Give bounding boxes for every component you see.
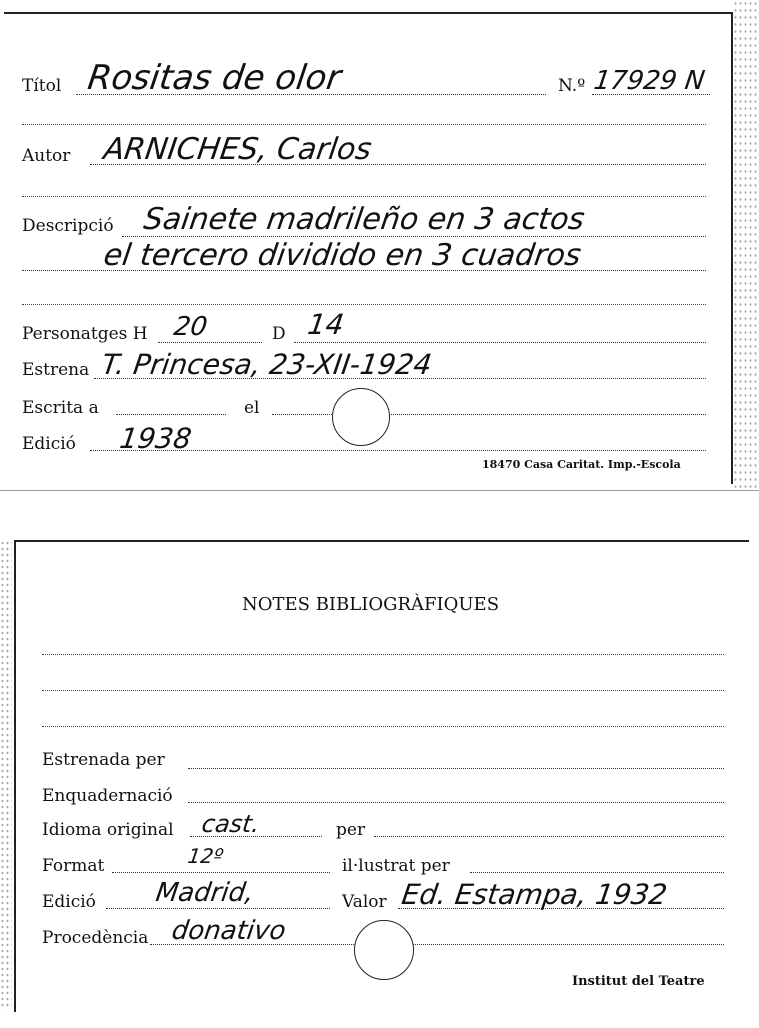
- valor-value: Ed. Estampa, 1932: [399, 878, 670, 911]
- el-label: el: [244, 398, 260, 418]
- blank-rule: [22, 196, 706, 197]
- number-label: N.º: [558, 76, 586, 96]
- blank-rule: [42, 690, 724, 691]
- personatges-d-label: D: [272, 324, 286, 344]
- illustrat-line: [470, 872, 724, 873]
- enquadernacio-label: Enquadernació: [42, 786, 173, 806]
- scan-noise-left: [0, 540, 12, 1010]
- edicio-back-line: [106, 908, 330, 909]
- printer-imprint: 18470 Casa Caritat. Imp.-Escola: [482, 458, 681, 471]
- number-value: 17929 N: [591, 66, 707, 96]
- estrena-value: T. Princesa, 23-XII-1924: [99, 348, 434, 381]
- autor-label: Autor: [22, 146, 71, 166]
- format-value: 12º: [186, 844, 225, 868]
- notes-title: NOTES BIBLIOGRÀFIQUES: [242, 594, 500, 615]
- catalog-card-front: [4, 12, 733, 484]
- scan-noise-right: [733, 0, 759, 490]
- titol-label: Títol: [22, 76, 62, 96]
- edicio-back-label: Edició: [42, 892, 96, 912]
- personatges-d-line: [294, 342, 706, 343]
- per-label: per: [336, 820, 366, 840]
- valor-label: Valor: [342, 892, 387, 912]
- format-line: [112, 872, 330, 873]
- personatges-label: Personatges H: [22, 324, 148, 344]
- estrena-label: Estrena: [22, 360, 90, 380]
- catalog-card-back: [14, 540, 749, 1012]
- descripcio-value-2: el tercero dividido en 3 cuadros: [101, 238, 584, 273]
- illustrat-label: il·lustrat per: [342, 856, 450, 876]
- card-separator: [0, 490, 759, 491]
- idioma-value: cast.: [200, 810, 262, 838]
- edicio-value: 1938: [117, 422, 194, 455]
- procedencia-label: Procedència: [42, 928, 149, 948]
- punch-hole: [332, 388, 390, 446]
- descripcio-label: Descripció: [22, 216, 114, 236]
- descripcio-value-1: Sainete madrileño en 3 actos: [141, 202, 587, 237]
- escrita-label: Escrita a: [22, 398, 99, 418]
- enquadernacio-line: [188, 802, 724, 803]
- per-line: [374, 836, 724, 837]
- punch-hole: [354, 920, 414, 980]
- idioma-label: Idioma original: [42, 820, 174, 840]
- blank-rule: [22, 304, 706, 305]
- estrenada-line: [188, 768, 724, 769]
- personatges-h-value: 20: [171, 312, 210, 342]
- edicio-back-value: Madrid,: [153, 878, 256, 908]
- titol-value: Rositas de olor: [85, 58, 344, 98]
- personatges-d-value: 14: [305, 308, 346, 341]
- edicio-label: Edició: [22, 434, 76, 454]
- estrenada-label: Estrenada per: [42, 750, 165, 770]
- autor-value: ARNICHES, Carlos: [101, 132, 374, 167]
- institution-name: Institut del Teatre: [572, 974, 705, 989]
- blank-rule: [22, 124, 706, 125]
- escrita-line: [116, 414, 226, 415]
- format-label: Format: [42, 856, 105, 876]
- personatges-h-line: [158, 342, 262, 343]
- procedencia-value: donativo: [169, 916, 288, 946]
- blank-rule: [42, 654, 724, 655]
- blank-rule: [42, 726, 724, 727]
